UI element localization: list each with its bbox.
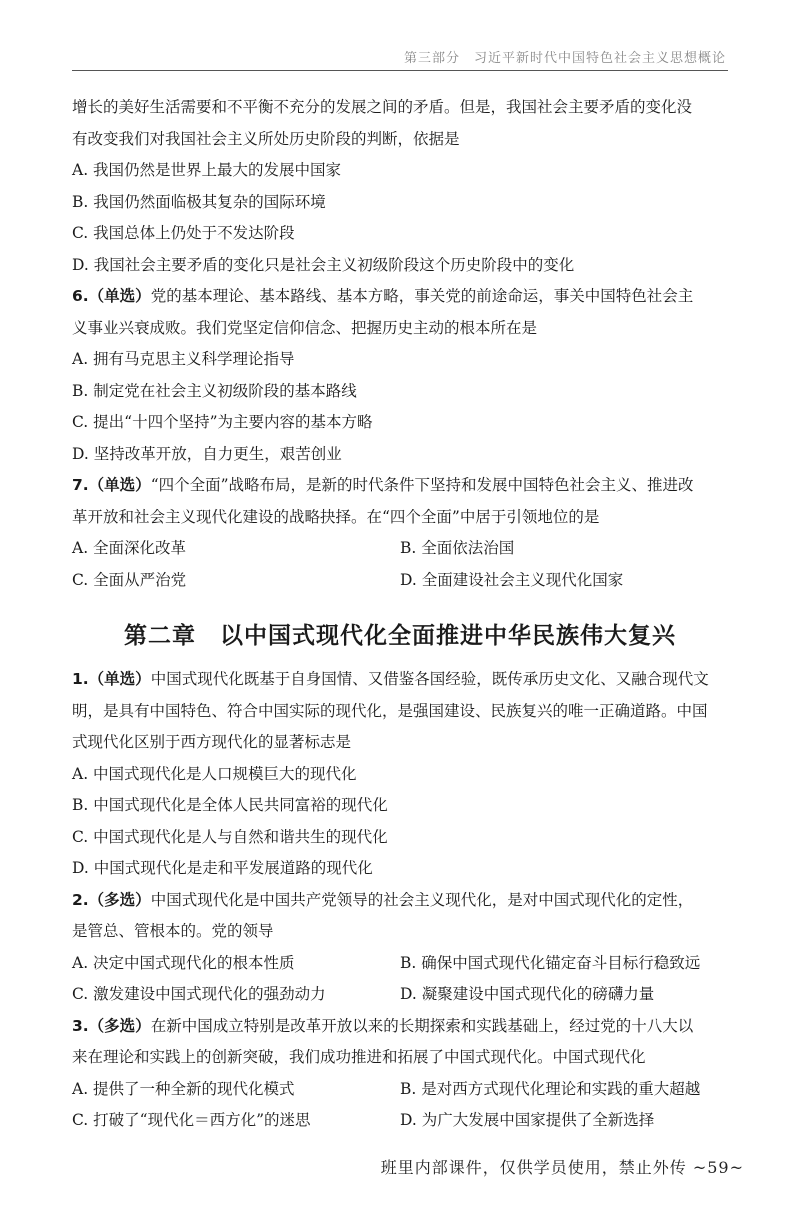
question-stem-line: 革开放和社会主义现代化建设的战略抉择。在“四个全面”中居于引领地位的是 [72,507,600,526]
option-a: A. 全面深化改革 [72,539,187,557]
option-row [72,1105,728,1137]
running-header [72,44,728,71]
option-b: B. 确保中国式现代化锚定奋斗目标行稳致远 [400,953,701,972]
option-row [72,948,728,980]
option-d: D. 我国社会主要矛盾的变化只是社会主义初级阶段这个历史阶段中的变化 [72,255,575,274]
option-row [72,533,728,565]
question-stem-line: 式现代化区别于西方现代化的显著标志是 [72,733,352,751]
option-c: C. 激发建设中国式现代化的强劲动力 [72,985,326,1003]
question-5 [72,92,728,281]
option-d: D. 中国式现代化是走和平发展道路的现代化 [72,859,373,877]
question-stem-text: “四个全面”战略布局，是新的时代条件下坚持和发展中国特色社会主义、推进改 [150,476,694,494]
option-row [72,565,728,597]
question-stem-line [72,1011,728,1043]
option-b: B. 我国仍然面临极其复杂的国际环境 [72,192,326,211]
chapter-title: 第二章 以中国式现代化全面推进中华民族伟大复兴 [124,623,676,649]
question-stem-text: 在新中国成立特别是改革开放以来的长期探索和实践基础上，经过党的十八大以 [150,1016,694,1035]
option-a: A. 拥有马克思主义科学理论指导 [72,350,295,368]
question-stem-text: 中国式现代化既基于自身国情、又借鉴各国经验，既传承历史文化、又融合现代文 [150,670,709,688]
chapter2-question-3 [72,1011,728,1137]
chapter2-question-1 [72,664,728,885]
running-title: 第三部分 习近平新时代中国特色社会主义思想概论 [403,51,726,66]
option-b: B. 是对西方式现代化理论和实践的重大超越 [400,1079,701,1098]
question-number: 1.（单选） [72,670,151,688]
option-d: D. 坚持改革开放，自力更生，艰苦创业 [72,444,342,463]
question-stem-text: 党的基本理论、基本路线、基本方略，事关党的前途命运，事关中国特色社会主 [150,287,694,305]
option-a: A. 我国仍然是世界上最大的发展中国家 [72,161,342,179]
option-c: C. 打破了“现代化＝西方化”的迷思 [72,1111,311,1129]
option-c: C. 全面从严治党 [72,570,187,589]
question-stem-line [72,885,728,917]
option-a: A. 决定中国式现代化的根本性质 [72,953,295,972]
question-number: 6.（单选） [72,287,151,305]
option-row [72,1074,728,1106]
option-c: C. 提出“十四个坚持”为主要内容的基本方略 [72,413,373,431]
question-stem-line [72,281,728,313]
option-a: A. 中国式现代化是人口规模巨大的现代化 [72,764,357,783]
chapter2-question-2 [72,885,728,1011]
question-stem-line: 有改变我们对我国社会主义所处历史阶段的判断，依据是 [72,129,460,148]
question-number: 3.（多选） [72,1016,151,1035]
page-footer: 班里内部课件，仅供学员使用，禁止外传 ~59~ [380,1158,744,1177]
option-b: B. 全面依法治国 [400,539,515,557]
question-stem-text: 中国式现代化是中国共产党领导的社会主义现代化，是对中国式现代化的定性， [150,890,694,909]
question-7 [72,470,728,596]
question-6 [72,281,728,470]
option-b: B. 制定党在社会主义初级阶段的基本路线 [72,381,357,400]
question-stem-line: 增长的美好生活需要和不平衡不充分的发展之间的矛盾。但是，我国社会主要矛盾的变化没 [72,98,693,116]
option-b: B. 中国式现代化是全体人民共同富裕的现代化 [72,796,388,814]
question-stem-line [72,470,728,502]
option-c: C. 我国总体上仍处于不发达阶段 [72,224,295,242]
option-c: C. 中国式现代化是人与自然和谐共生的现代化 [72,827,388,846]
question-number: 2.（多选） [72,890,151,909]
option-d: D. 为广大发展中国家提供了全新选择 [400,1111,655,1129]
question-stem-line: 明，是具有中国特色、符合中国实际的现代化，是强国建设、民族复兴的唯一正确道路。中国 [72,701,708,720]
question-stem-line: 义事业兴衰成败。我们党坚定信仰信念、把握历史主动的根本所在是 [72,318,538,337]
option-d: D. 全面建设社会主义现代化国家 [400,570,624,589]
option-row [72,979,728,1011]
question-stem-line [72,664,728,696]
question-stem-line: 是管总、管根本的。党的领导 [72,922,274,940]
option-d: D. 凝聚建设中国式现代化的磅礴力量 [400,985,655,1003]
question-stem-line: 来在理论和实践上的创新突破，我们成功推进和拓展了中国式现代化。中国式现代化 [72,1048,646,1066]
option-a: A. 提供了一种全新的现代化模式 [72,1079,295,1098]
question-number: 7.（单选） [72,476,151,494]
page-content [72,92,728,1137]
